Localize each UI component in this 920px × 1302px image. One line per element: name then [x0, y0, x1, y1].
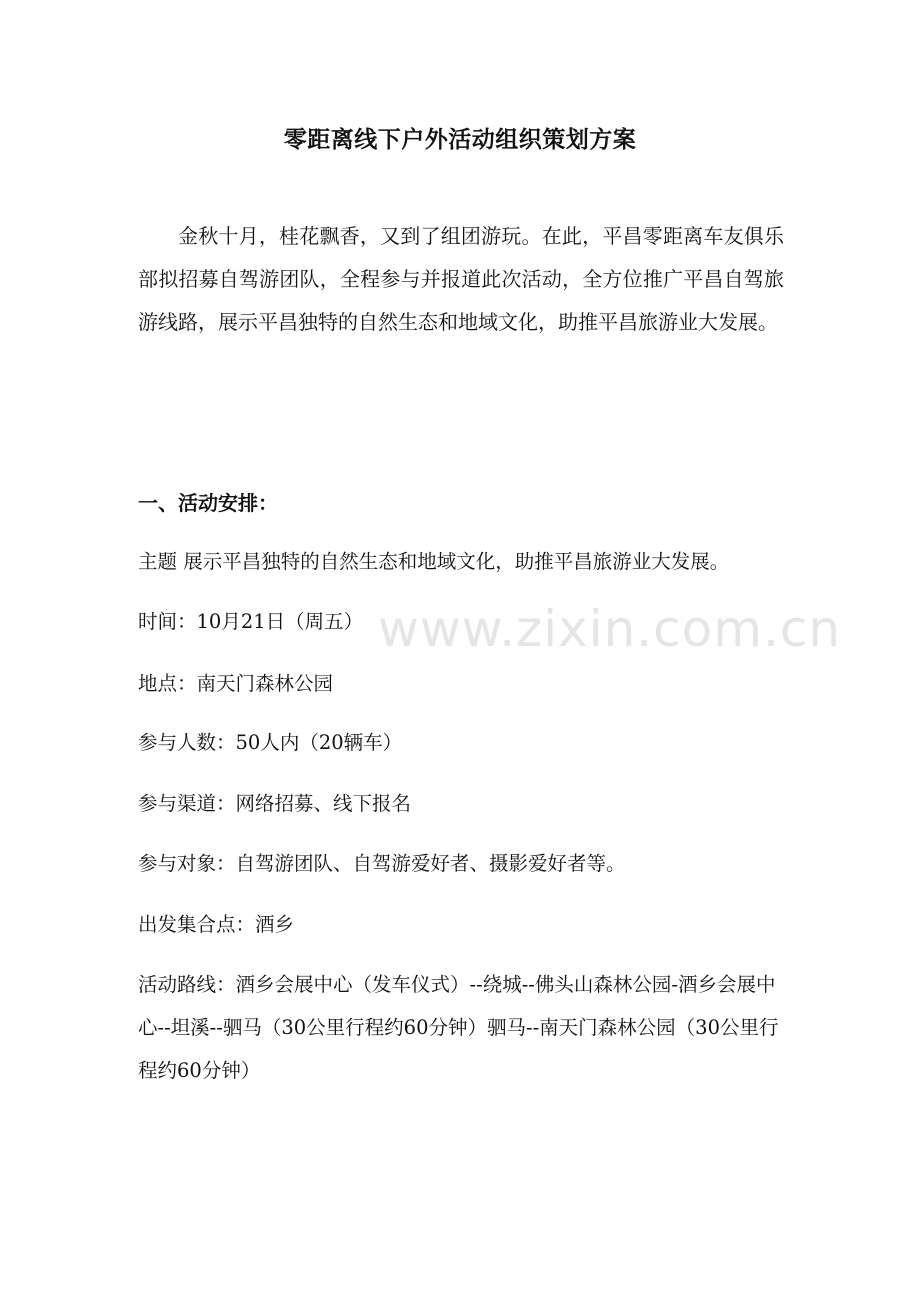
item-location [138, 662, 784, 705]
item-value: 50人内（20辆车） [235, 731, 403, 754]
item-label: 出发集合点： [138, 913, 256, 936]
item-label: 主题 [138, 550, 184, 573]
section-heading-activity-arrangement: 一、活动安排： [138, 491, 278, 515]
item-channels [138, 782, 784, 825]
item-theme [138, 540, 784, 583]
watermark-text: www.zixin.com.cn [378, 600, 842, 658]
item-participants [138, 721, 784, 764]
item-meeting-point [138, 903, 784, 946]
item-label: 参与人数： [138, 731, 236, 754]
document-title: 零距离线下户外活动组织策划方案 [283, 127, 637, 153]
item-target-audience [138, 842, 784, 885]
item-label: 参与渠道： [138, 792, 236, 815]
item-value: 南天门森林公园 [196, 672, 334, 695]
item-value: 自驾游团队、自驾游爱好者、摄影爱好者等。 [235, 852, 626, 875]
intro-paragraph: 金秋十月，桂花飘香，又到了组团游玩。在此，平昌零距离车友俱乐部拟招募自驾游团队，全程参与并报道此次活动，全方位推广平昌自驾旅游线路，展示平昌独特的自然生态和地域文化，助推平昌旅游业大发展。 [138, 224, 784, 334]
item-label: 活动路线： [138, 973, 236, 996]
item-value: 展示平昌独特的自然生态和地域文化，助推平昌旅游业大发展。 [183, 550, 730, 573]
item-value: 酒乡 [255, 913, 295, 936]
item-label: 参与对象： [138, 852, 236, 875]
item-route [138, 963, 784, 1092]
item-value: 网络招募、线下报名 [235, 792, 412, 815]
item-label: 地点： [138, 672, 197, 695]
item-value: 酒乡会展中心（发车仪式）--绕城--佛头山森林公园-酒乡会展中心--坦溪--驷马（30公里行程约60分钟）驷马--南天门森林公园（30公里行程约60分钟） [138, 973, 779, 1082]
item-value: 10月21日（周五） [196, 610, 364, 633]
item-label: 时间： [138, 610, 197, 633]
item-time [138, 600, 784, 643]
